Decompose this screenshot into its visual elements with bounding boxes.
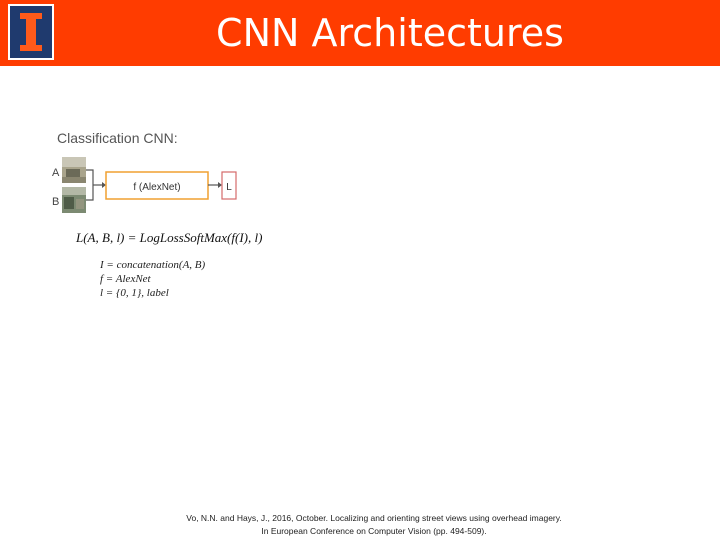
output-label: L bbox=[226, 182, 232, 193]
input-b-label: B bbox=[52, 196, 60, 208]
classification-diagram bbox=[48, 155, 248, 222]
block-i-icon bbox=[10, 6, 52, 58]
definition-item: l = {0, 1}, label bbox=[100, 287, 169, 299]
merge-bracket bbox=[86, 170, 93, 200]
definitions-list bbox=[100, 258, 205, 300]
input-a-label: A bbox=[52, 167, 60, 179]
section-label: Classification CNN: bbox=[57, 130, 178, 146]
input-a-image bbox=[62, 157, 86, 183]
citation-line-1: Vo, N.N. and Hays, J., 2016, October. Localizing and orienting street views using overhead imagery. bbox=[186, 513, 562, 523]
slide-title: CNN Architectures bbox=[216, 11, 564, 55]
university-logo bbox=[8, 4, 54, 60]
definition-item: f = AlexNet bbox=[100, 273, 151, 285]
citation-line-2: In European Conference on Computer Vision (pp. 494-509). bbox=[261, 526, 487, 536]
citation bbox=[110, 512, 638, 538]
header-bar bbox=[0, 0, 720, 66]
loss-formula: L(A, B, l) = LogLossSoftMax(f(I), l) bbox=[76, 230, 263, 245]
network-label: f (AlexNet) bbox=[133, 182, 181, 193]
arrow-icon bbox=[218, 182, 222, 188]
input-b-image bbox=[62, 187, 86, 213]
definition-item: I = concatenation(A, B) bbox=[100, 259, 206, 271]
